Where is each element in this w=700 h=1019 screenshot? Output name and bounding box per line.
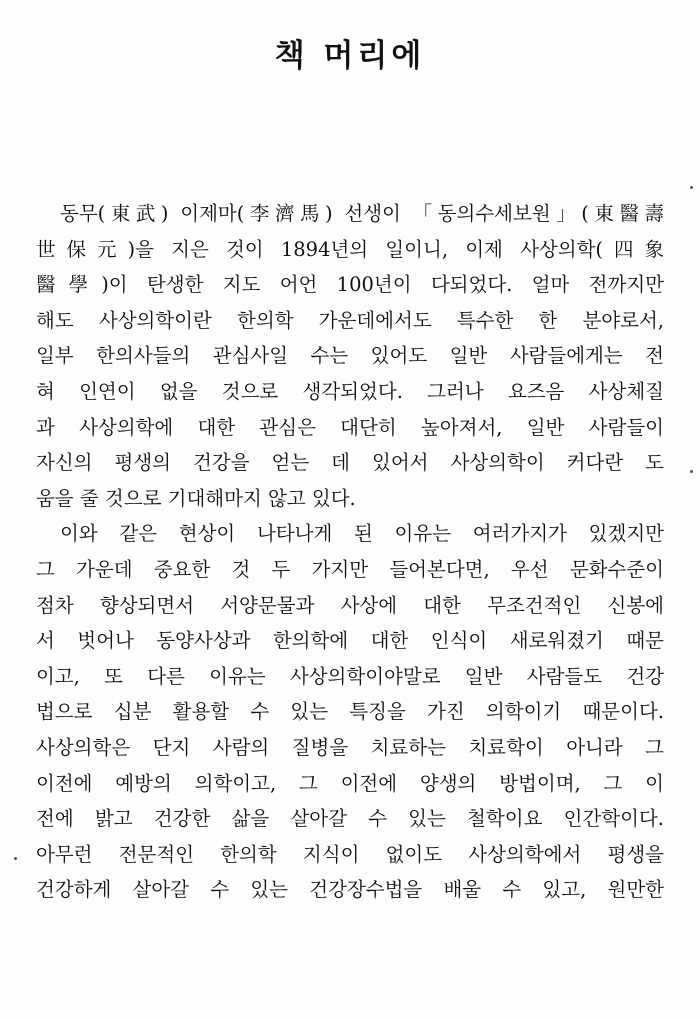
text-line: 건강하게 살아갈 수 있는 건강장수법을 배울 수 있고, 원만한 xyxy=(36,878,664,902)
text-line: 혀 인연이 없을 것으로 생각되었다. 그러나 요즈음 사상체질 xyxy=(36,379,664,403)
text-line: 동무(東武) 이제마(李濟馬) 선생이 「동의수세보원」(東醫壽 xyxy=(60,202,664,225)
text-line: 전에 밝고 건강한 삶을 살아갈 수 있는 철학이요 인간학이다. xyxy=(36,807,664,831)
text-line: 서 벗어나 동양사상과 한의학에 대한 인식이 새로워졌기 때문 xyxy=(36,629,664,653)
text-line: 법으로 십분 활용할 수 있는 특징을 가진 의학이기 때문이다. xyxy=(36,700,664,724)
text-line: 해도 사상의학이란 한의학 가운데에서도 특수한 한 분야로서, xyxy=(36,308,664,332)
text-line: 이고, 또 다른 이유는 사상의학이야말로 일반 사람들도 건강 xyxy=(36,664,664,688)
text-line: 世保元)을 지은 것이 1894년의 일이니, 이제 사상의학(四象 xyxy=(36,237,664,261)
text-line: 자신의 평생의 건강을 얻는 데 있어서 사상의학이 커다란 도 xyxy=(36,451,664,475)
text-line: 사상의학은 단지 사람의 질병을 치료하는 치료학이 아니라 그 xyxy=(36,735,664,759)
text-line: 일부 한의사들의 관심사일 수는 있어도 일반 사람들에게는 전 xyxy=(36,344,664,368)
text-line: 움을 줄 것으로 기대해마지 않고 있다. xyxy=(36,486,356,510)
text-line: 이전에 예방의 의학이고, 그 이전에 양생의 방법이며, 그 이 xyxy=(36,771,664,795)
text-line: 그 가운데 중요한 것 두 가지만 들어본다면, 우선 문화수준이 xyxy=(36,557,664,581)
scan-speck xyxy=(690,186,693,189)
page-title: 책 머리에 xyxy=(274,38,426,74)
text-line: 醫學)이 탄생한 지도 어언 100년이 다되었다. 얼마 전까지만 xyxy=(36,273,664,297)
text-line: 점차 향상되면서 서양문물과 사상에 대한 무조건적인 신봉에 xyxy=(36,593,664,617)
text-line: 아무런 전문적인 한의학 지식이 없이도 사상의학에서 평생을 xyxy=(36,842,664,866)
body-text xyxy=(36,196,664,908)
text-line: 과 사상의학에 대한 관심은 대단히 높아져서, 일반 사람들이 xyxy=(36,415,664,439)
scan-speck xyxy=(690,470,693,473)
text-line: 이와 같은 현상이 나타나게 된 이유는 여러가지가 있겠지만 xyxy=(60,522,664,546)
scan-speck xyxy=(14,857,17,860)
